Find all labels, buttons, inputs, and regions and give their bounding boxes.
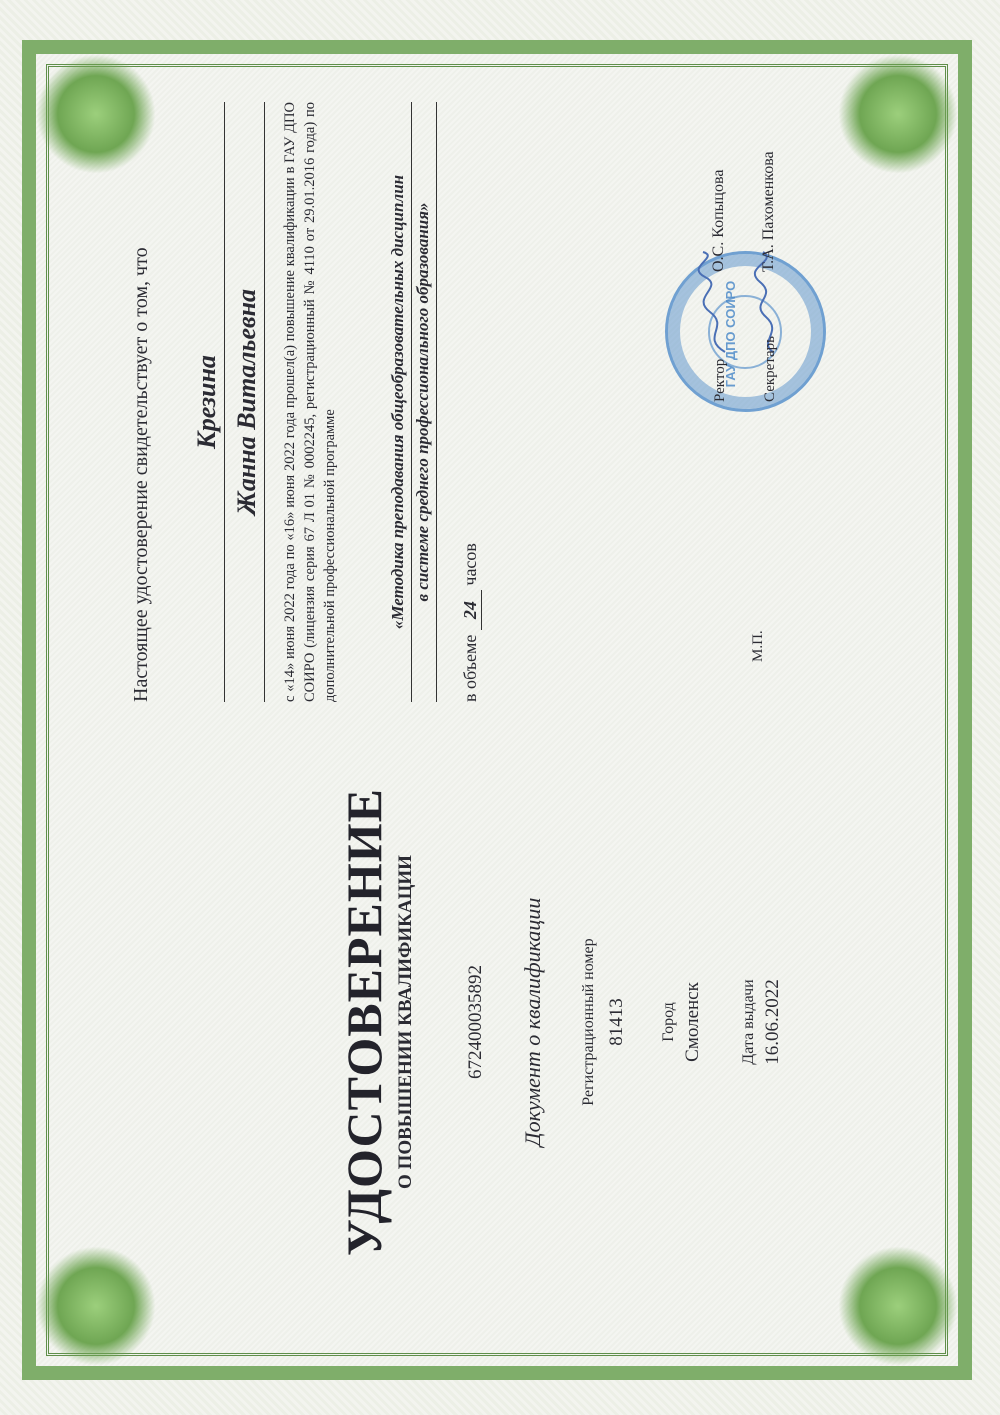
program-line: «Методика преподавания общеобразовательных дисциплин [388, 174, 407, 630]
registration-number: 81413 [606, 998, 627, 1046]
name-underline [224, 102, 225, 702]
intro-text: Настоящее удостоверение свидетельствует о том, что [130, 247, 152, 702]
issue-date-label: Дата выдачи [740, 979, 757, 1065]
serial-number: 672400035892 [465, 965, 486, 1079]
program-underline [411, 102, 412, 702]
holder-surname: Крезина [192, 355, 221, 449]
training-details: с «14» июня 2022 года по «16» июня 2022 года прошел(а) повышение квалификации в ГАУ ДПО СОИРО (лицензия серия 67 Л 01 № 0002245, регистрационный № 4110 от 29.01.2016 года) по дополнительной профессиональной программе [282, 102, 338, 702]
registration-label: Регистрационный номер [580, 938, 597, 1106]
stamp-place-label: М.П. [750, 630, 766, 662]
document-subtitle: О ПОВЫШЕНИИ КВАЛИФИКАЦИИ [395, 855, 416, 1189]
secretary-name: Т.А. Пахоменкова [760, 151, 777, 272]
hours-value: 24 [460, 590, 482, 630]
issue-date: 16.06.2022 [762, 979, 783, 1065]
rector-role: Ректор [712, 358, 728, 402]
document-info-panel [100, 742, 900, 1302]
secretary-role: Секретарь [762, 335, 778, 402]
city-value: Смоленск [682, 982, 703, 1062]
rector-name: О.С. Копыцова [710, 169, 727, 272]
hours-prefix: в объеме [460, 634, 480, 702]
certificate-text-panel [100, 102, 900, 702]
program-underline [436, 102, 437, 702]
official-seal [665, 251, 826, 412]
city-label: Город [660, 1002, 677, 1042]
program-title [385, 102, 435, 702]
hours-line [460, 102, 482, 702]
hours-suffix: часов [460, 543, 480, 586]
rotated-content [60, 72, 940, 1342]
seal-text: ГАУ ДПО СОИРО [723, 280, 738, 388]
name-underline [264, 102, 265, 702]
program-line: в системе среднего профессионального образования» [413, 202, 432, 602]
holder-given-names: Жанна Витальевна [232, 288, 261, 516]
document-type: Документ о квалификации [520, 897, 545, 1147]
document-title: УДОСТОВЕРЕНИЕ [336, 788, 392, 1256]
